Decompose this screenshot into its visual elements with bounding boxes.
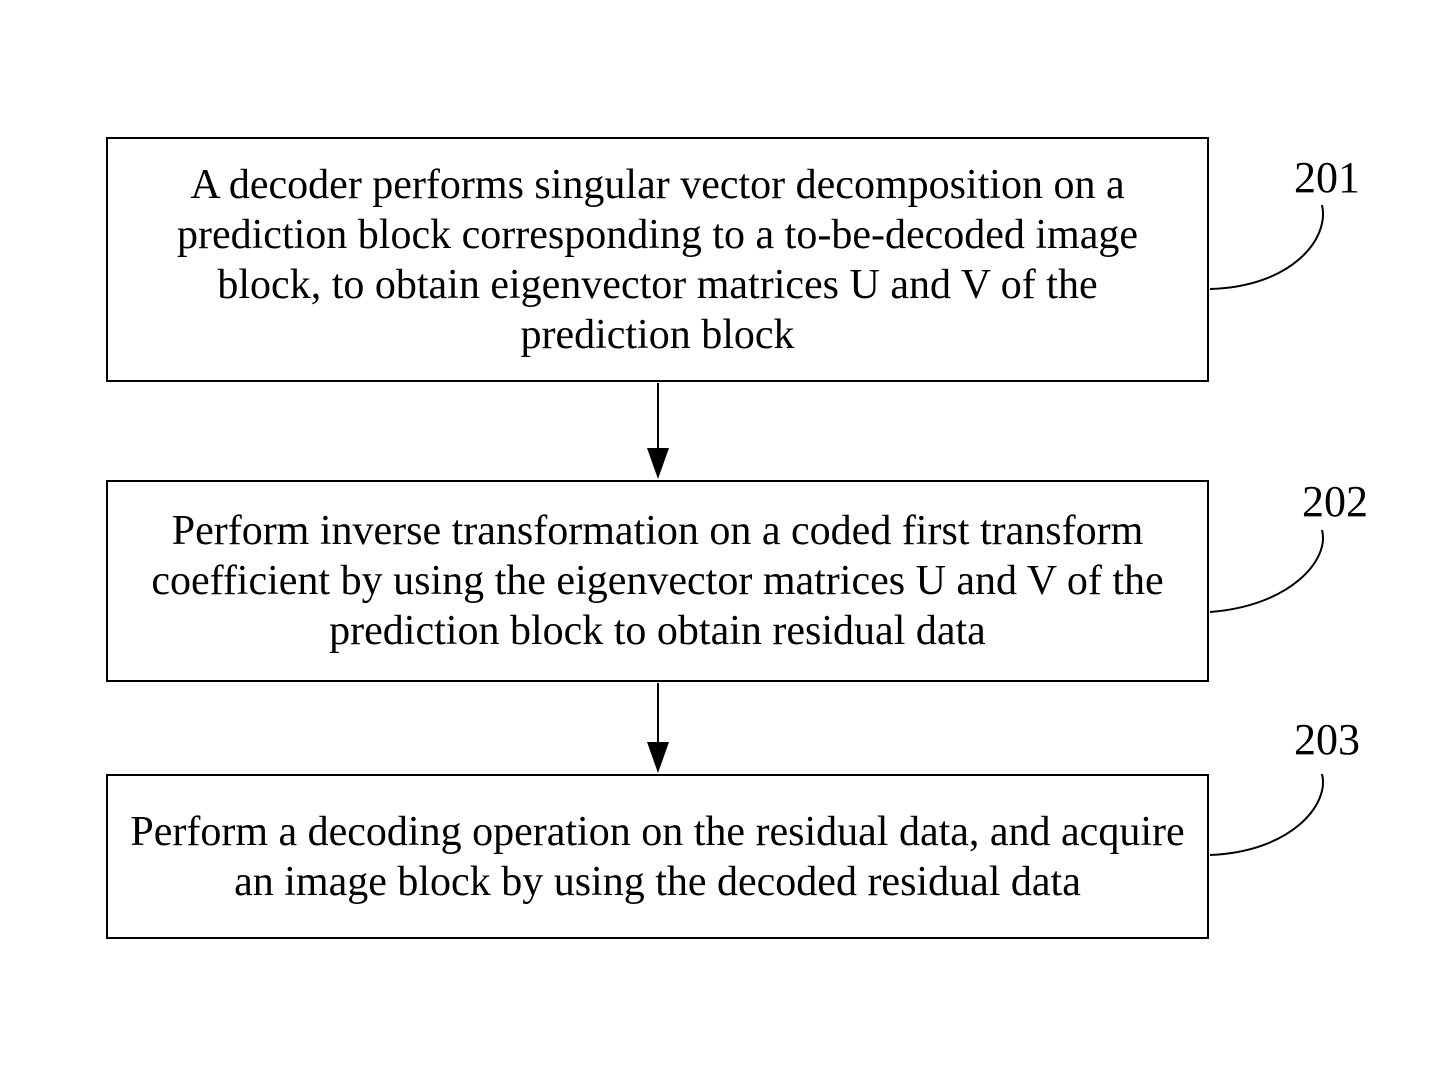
leader-line-202	[1210, 530, 1323, 612]
step-ref-label-201: 201	[1294, 153, 1360, 202]
flow-arrow-202-to-203	[647, 683, 669, 773]
step-ref-label-202: 202	[1302, 477, 1368, 526]
step-text-202: Perform inverse transformation on a coded first transform coefficient by using the eigenvector matrices U and V of the prediction block to obtain residual data	[151, 508, 1164, 654]
step-ref-label-203: 203	[1294, 715, 1360, 764]
step-text-203: Perform a decoding operation on the residual data, and acquire an image block by using the decoded residual data	[130, 808, 1185, 905]
flow-arrow-201-to-202	[647, 383, 669, 479]
leader-line-203	[1210, 774, 1323, 855]
step-text-201: A decoder performs singular vector decomposition on a prediction block corresponding to a to-be-decoded image block, to obtain eigenvector matrices U and V of the prediction block	[177, 161, 1138, 358]
leader-line-201	[1210, 205, 1323, 289]
